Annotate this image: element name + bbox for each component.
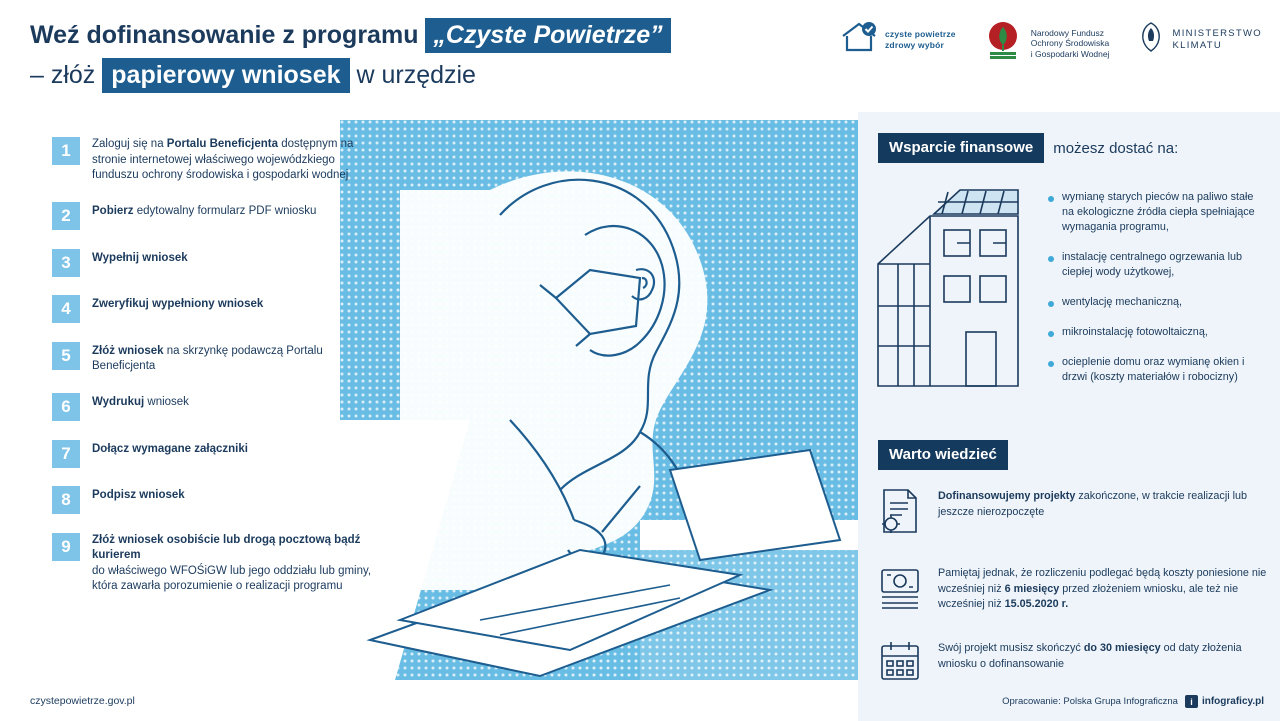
footer-credit-text: Opracowanie: Polska Grupa Infograficzna (1002, 696, 1178, 707)
page-title-line1 (30, 18, 850, 52)
bullet-item (1048, 250, 1266, 280)
polish-eagle-icon (1136, 20, 1166, 59)
logo-ministry-text: MINISTERSTWO KLIMATU (1172, 27, 1262, 51)
bullet-text: ocieplenie domu oraz wymianę okien i drzwi (koszty materiałów i robocizny) (1062, 356, 1245, 383)
step-text: Wydrukuj wniosek (92, 396, 189, 408)
step-number: 1 (52, 137, 80, 165)
steps-list (52, 137, 382, 613)
fact-item (878, 564, 1268, 615)
step-text: Zweryfikuj wypełniony wniosek (92, 298, 264, 310)
infograficy-logo (1185, 695, 1264, 708)
infograficy-mark-icon: i (1185, 695, 1198, 708)
fact-text: Swój projekt musisz skończyć do 30 miesięcy od daty złożenia wniosku o dofinansowanie (938, 642, 1242, 670)
bullet-text: wentylację mechaniczną, (1062, 296, 1183, 308)
bullet-item (1048, 325, 1266, 340)
document-gear-icon (878, 487, 924, 540)
logo-nfosigw (982, 20, 1110, 67)
bullet-item (1048, 295, 1266, 310)
step-number: 3 (52, 249, 80, 277)
step-item (52, 295, 382, 323)
title-highlight-program: „Czyste Powietrze” (425, 18, 670, 53)
title-part-2: – złóż (30, 61, 96, 89)
nfosigw-emblem-icon (982, 20, 1024, 67)
bullet-text: mikroinstalację fotowoltaiczną, (1062, 326, 1208, 338)
illustration-person-writing (340, 120, 858, 680)
logo-strip (840, 20, 1262, 67)
step-item (52, 393, 382, 421)
step-item (52, 249, 382, 277)
title-block (30, 18, 850, 93)
step-number: 4 (52, 295, 80, 323)
logo-czyste-powietrze (840, 20, 956, 59)
bullet-item (1048, 355, 1266, 385)
step-text: Złóż wniosek na skrzynkę podawczą Portalu Beneficjenta (92, 344, 323, 372)
bullet-dot-icon (1048, 256, 1054, 262)
worth-knowing-list (878, 487, 1268, 712)
bullet-dot-icon (1048, 361, 1054, 367)
logo-nfosigw-text: Narodowy Fundusz Ochrony Środowiska i Gospodarki Wodnej (1030, 27, 1110, 59)
support-chip: Wsparcie finansowe (878, 133, 1044, 163)
title-highlight-paper-form: papierowy wniosek (102, 58, 349, 93)
page-title-line2 (30, 57, 850, 93)
step-number: 9 (52, 533, 80, 561)
house-illustration (868, 186, 1048, 411)
support-heading (878, 133, 1178, 163)
step-item (52, 533, 382, 595)
bullet-text: wymianę starych pieców na paliwo stałe na ekologiczne źródła ciepła spełniające wymagania programu, (1062, 191, 1255, 233)
page-header (0, 0, 1280, 112)
step-number: 2 (52, 202, 80, 230)
house-check-icon (840, 20, 878, 59)
bullet-dot-icon (1048, 331, 1054, 337)
step-text: Pobierz edytowalny formularz PDF wniosku (92, 205, 317, 217)
bullet-item (1048, 190, 1266, 235)
support-heading-suffix: możesz dostać na: (1053, 139, 1179, 157)
bullet-text: instalację centralnego ogrzewania lub ciepłej wody użytkowej, (1062, 251, 1243, 278)
fact-item (878, 487, 1268, 540)
step-item (52, 137, 382, 184)
footer-website[interactable]: czystepowietrze.gov.pl (30, 695, 135, 707)
step-item (52, 486, 382, 514)
step-text: Dołącz wymagane załączniki (92, 442, 248, 455)
step-text: Zaloguj się na Portalu Beneficjenta dostępnym na stronie internetowej właściwego wojewódzkiego funduszu ochrony środowiska i gospodarki wodnej (92, 138, 354, 181)
step-item (52, 342, 382, 375)
bullet-dot-icon (1048, 301, 1054, 307)
infograficy-name: infograficy.pl (1201, 696, 1264, 707)
footer-credit-block (1002, 695, 1264, 708)
banknote-icon (878, 564, 924, 615)
logo-czyste-powietrze-text: czyste powietrze zdrowy wybór (884, 28, 956, 50)
fact-text: Dofinansowujemy projekty zakończone, w trakcie realizacji lub jeszcze nierozpoczęte (938, 490, 1248, 518)
step-number: 6 (52, 393, 80, 421)
step-number: 8 (52, 486, 80, 514)
support-bullet-list (1048, 190, 1266, 400)
step-text: Złóż wniosek osobiście lub drogą pocztową bądź kurierem do właściwego WFOŚiGW lub jego oddziału lub gminy, która zawarła porozumienie o realizacji programu (92, 533, 372, 592)
step-item (52, 202, 382, 230)
worth-knowing-chip: Warto wiedzieć (878, 440, 1008, 470)
title-part-1: Weź dofinansowanie z programu (30, 21, 419, 49)
logo-ministry-of-climate (1136, 20, 1263, 59)
step-number: 5 (52, 342, 80, 370)
fact-item (878, 639, 1268, 688)
bullet-dot-icon (1048, 196, 1054, 202)
step-item (52, 440, 382, 468)
step-number: 7 (52, 440, 80, 468)
calendar-icon (878, 639, 924, 688)
title-part-3: w urzędzie (356, 61, 476, 89)
step-text: Wypełnij wniosek (92, 251, 188, 264)
worth-knowing-heading (878, 440, 1008, 470)
step-text: Podpisz wniosek (92, 489, 185, 501)
fact-text: Pamiętaj jednak, że rozliczeniu podlegać będą koszty poniesione nie wcześniej niż 6 miesięcy przed złożeniem wniosku, ale też nie wcześniej niż 15.05.2020 r. (938, 567, 1267, 610)
